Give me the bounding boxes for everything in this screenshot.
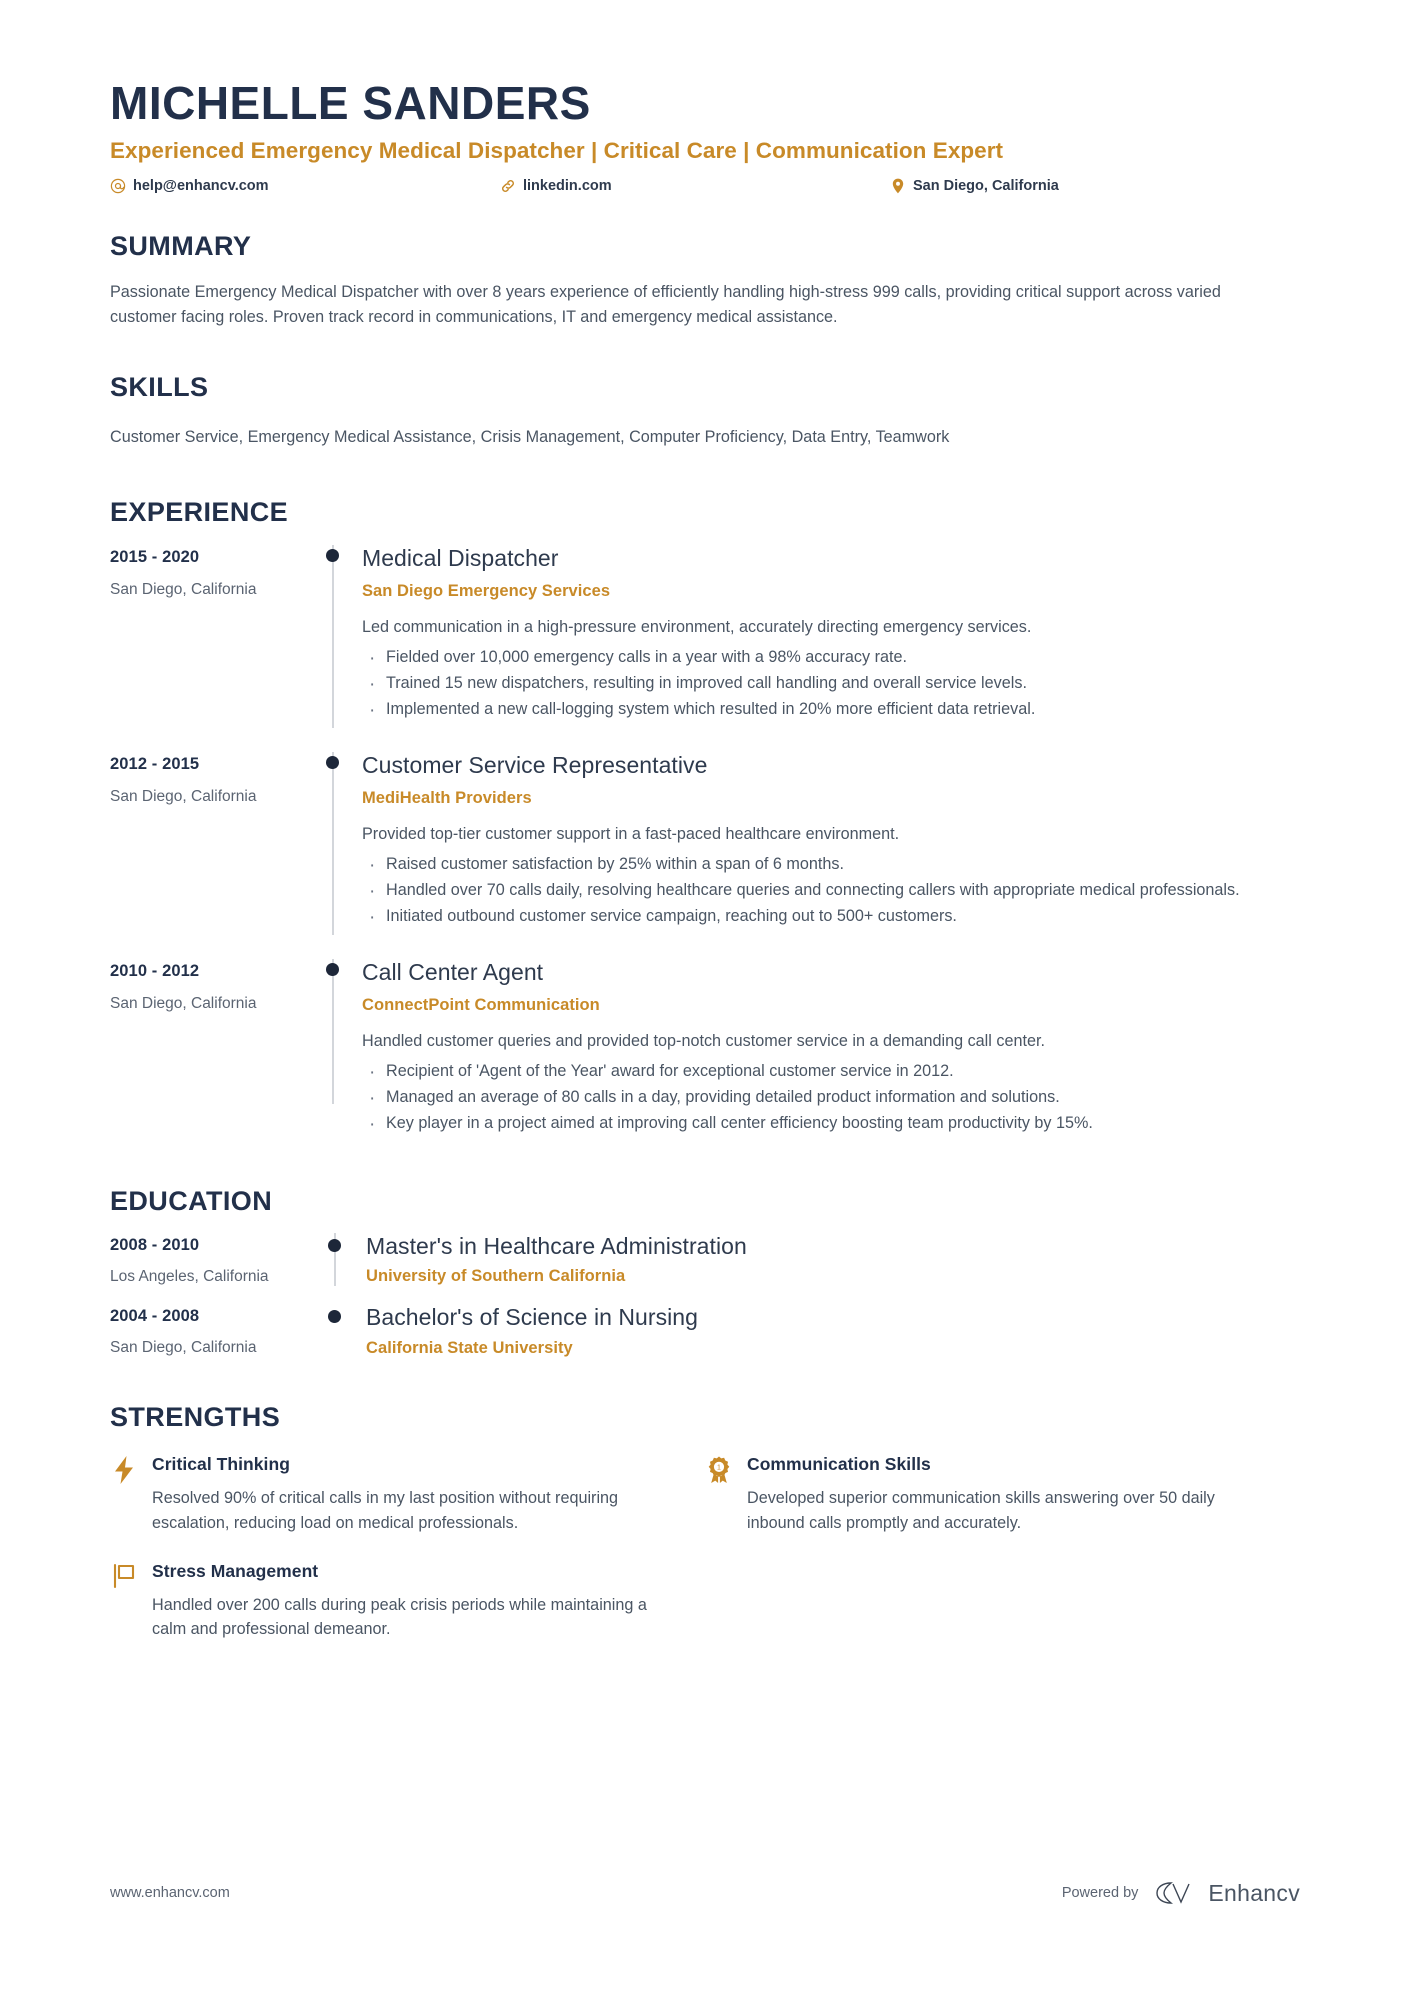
contact-row — [110, 178, 1300, 194]
job-bullet: · Handled over 70 calls daily, resolving healthcare queries and connecting callers with appropriate medical professionals. — [362, 879, 1300, 903]
employer-name: MediHealth Providers — [362, 788, 532, 807]
timeline-line — [332, 752, 334, 935]
timeline-dot — [328, 1310, 341, 1323]
footer-brand — [1062, 1879, 1300, 1907]
timeline-dot — [328, 1239, 341, 1252]
experience-section — [110, 498, 1300, 1142]
experience-entry-content — [362, 752, 1300, 935]
education-entry — [110, 1233, 1300, 1287]
page-footer — [110, 1879, 1300, 1907]
job-description: Provided top-tier customer support in a fast-paced healthcare environment. — [362, 824, 900, 843]
experience-entry-dates — [110, 752, 320, 935]
strength-description: Handled over 200 calls during peak crisis periods while maintaining a calm and professional demeanor. — [152, 1596, 647, 1639]
job-title: Medical Dispatcher — [362, 545, 559, 572]
timeline-dot — [326, 963, 339, 976]
experience-list — [110, 545, 1300, 1141]
timeline-rail — [320, 1304, 366, 1358]
experience-location: San Diego, California — [110, 788, 257, 806]
education-heading: EDUCATION — [110, 1185, 273, 1216]
experience-entry-content — [362, 545, 1300, 728]
strength-item — [110, 1454, 705, 1535]
experience-heading: EXPERIENCE — [110, 496, 289, 527]
job-title: Customer Service Representative — [362, 752, 708, 779]
degree-title: Bachelor's of Science in Nursing — [366, 1304, 698, 1331]
education-location: Los Angeles, California — [110, 1267, 269, 1285]
institution-name: California State University — [366, 1338, 573, 1357]
job-bullet: · Trained 15 new dispatchers, resulting in improved call handling and overall service levels. — [362, 672, 1300, 696]
timeline-rail — [320, 545, 362, 728]
experience-date-range: 2012 - 2015 — [110, 755, 200, 774]
award-ribbon-icon — [705, 1454, 733, 1535]
strength-body — [747, 1454, 1244, 1535]
education-entry-content — [366, 1233, 1300, 1287]
education-list — [110, 1233, 1300, 1358]
education-entry-content — [366, 1304, 1300, 1358]
skills-section — [110, 373, 1300, 449]
job-bullet-list — [362, 853, 1300, 929]
timeline-rail — [320, 1233, 366, 1287]
strength-item — [705, 1454, 1300, 1535]
footer-website-url[interactable]: www.enhancv.com — [110, 1885, 230, 1901]
degree-title: Master's in Healthcare Administration — [366, 1232, 747, 1259]
timeline-rail — [320, 752, 362, 935]
resume-header — [110, 0, 1300, 194]
job-description: Handled customer queries and provided top-notch customer service in a demanding call center. — [362, 1031, 1045, 1050]
job-bullet: · Fielded over 10,000 emergency calls in a year with a 98% accuracy rate. — [362, 646, 1300, 670]
job-bullet-list — [362, 646, 1300, 722]
strength-body — [152, 1454, 649, 1535]
experience-entry — [110, 752, 1300, 935]
strength-body — [152, 1561, 649, 1642]
experience-location: San Diego, California — [110, 995, 257, 1013]
timeline-line — [332, 959, 334, 1104]
at-icon — [110, 178, 126, 194]
strengths-grid — [110, 1454, 1300, 1667]
powered-by-label: Powered by — [1061, 1885, 1139, 1901]
candidate-headline: Experienced Emergency Medical Dispatcher | Critical Care | Communication Expert — [110, 137, 1004, 163]
job-bullet: · Recipient of 'Agent of the Year' award for exceptional customer service in 2012. — [362, 1060, 1300, 1084]
flag-icon — [110, 1561, 138, 1642]
strengths-section — [110, 1403, 1300, 1668]
location-pin-icon — [890, 178, 906, 194]
job-bullet: · Key player in a project aimed at improving call center efficiency boosting team productivity by 15%. — [362, 1112, 1300, 1136]
strength-title: Communication Skills — [747, 1454, 931, 1475]
job-bullet: · Initiated outbound customer service campaign, reaching out to 500+ customers. — [362, 905, 1300, 929]
timeline-rail — [320, 959, 362, 1142]
education-date-range: 2008 - 2010 — [110, 1235, 200, 1254]
summary-section — [110, 232, 1300, 330]
timeline-dot — [326, 756, 339, 769]
summary-text: Passionate Emergency Medical Dispatcher with over 8 years experience of efficiently handling high-stress 999 calls, providing critical support across varied customer facing roles. Proven track record in communications, IT and emergency medical assistance. — [110, 283, 1221, 326]
experience-entry-dates — [110, 545, 320, 728]
contact-location — [890, 178, 1059, 194]
strength-description: Developed superior communication skills answering over 50 daily inbound calls promptly and accurately. — [747, 1489, 1215, 1532]
experience-entry-content — [362, 959, 1300, 1142]
candidate-name: MICHELLE SANDERS — [110, 77, 591, 129]
institution-name: University of Southern California — [366, 1267, 626, 1286]
contact-linkedin-text: linkedin.com — [523, 177, 612, 194]
enhancv-brand-name: Enhancv — [1208, 1879, 1300, 1906]
strengths-heading: STRENGTHS — [110, 1401, 281, 1432]
strength-title: Stress Management — [152, 1561, 319, 1581]
skills-heading: SKILLS — [110, 372, 209, 403]
job-bullet-list — [362, 1060, 1300, 1136]
contact-email[interactable] — [110, 178, 500, 194]
contact-location-text: San Diego, California — [913, 177, 1059, 194]
contact-email-text: help@enhancv.com — [133, 177, 269, 194]
skills-text: Customer Service, Emergency Medical Assistance, Crisis Management, Computer Proficiency, Data Entry, Teamwork — [110, 428, 950, 447]
education-entry-dates — [110, 1233, 320, 1287]
job-bullet: · Implemented a new call-logging system which resulted in 20% more efficient data retrieval. — [362, 698, 1300, 722]
strength-description: Resolved 90% of critical calls in my last position without requiring escalation, reducing load on medical professionals. — [152, 1489, 619, 1532]
education-location: San Diego, California — [110, 1339, 257, 1357]
education-entry — [110, 1304, 1300, 1358]
education-section — [110, 1187, 1300, 1358]
experience-entry — [110, 545, 1300, 728]
summary-heading: SUMMARY — [110, 230, 252, 261]
job-bullet: · Managed an average of 80 calls in a day, providing detailed product information and solutions. — [362, 1086, 1300, 1110]
timeline-line — [332, 545, 334, 728]
experience-entry — [110, 959, 1300, 1142]
timeline-dot — [326, 549, 339, 562]
experience-entry-dates — [110, 959, 320, 1142]
svg-text:1: 1 — [717, 1465, 721, 1473]
lightning-bolt-icon — [110, 1454, 138, 1535]
link-icon — [500, 178, 516, 194]
employer-name: San Diego Emergency Services — [362, 582, 611, 601]
enhancv-logo-icon — [1151, 1879, 1195, 1907]
job-title: Call Center Agent — [362, 959, 544, 986]
employer-name: ConnectPoint Communication — [362, 995, 600, 1014]
education-date-range: 2004 - 2008 — [110, 1307, 200, 1326]
experience-date-range: 2010 - 2012 — [110, 962, 200, 981]
job-bullet: · Raised customer satisfaction by 25% within a span of 6 months. — [362, 853, 1300, 877]
experience-date-range: 2015 - 2020 — [110, 548, 200, 567]
experience-location: San Diego, California — [110, 581, 257, 599]
contact-linkedin[interactable] — [500, 178, 890, 194]
strength-item — [110, 1561, 705, 1642]
education-entry-dates — [110, 1304, 320, 1358]
job-description: Led communication in a high-pressure environment, accurately directing emergency services. — [362, 618, 1032, 637]
strength-title: Critical Thinking — [152, 1454, 290, 1475]
